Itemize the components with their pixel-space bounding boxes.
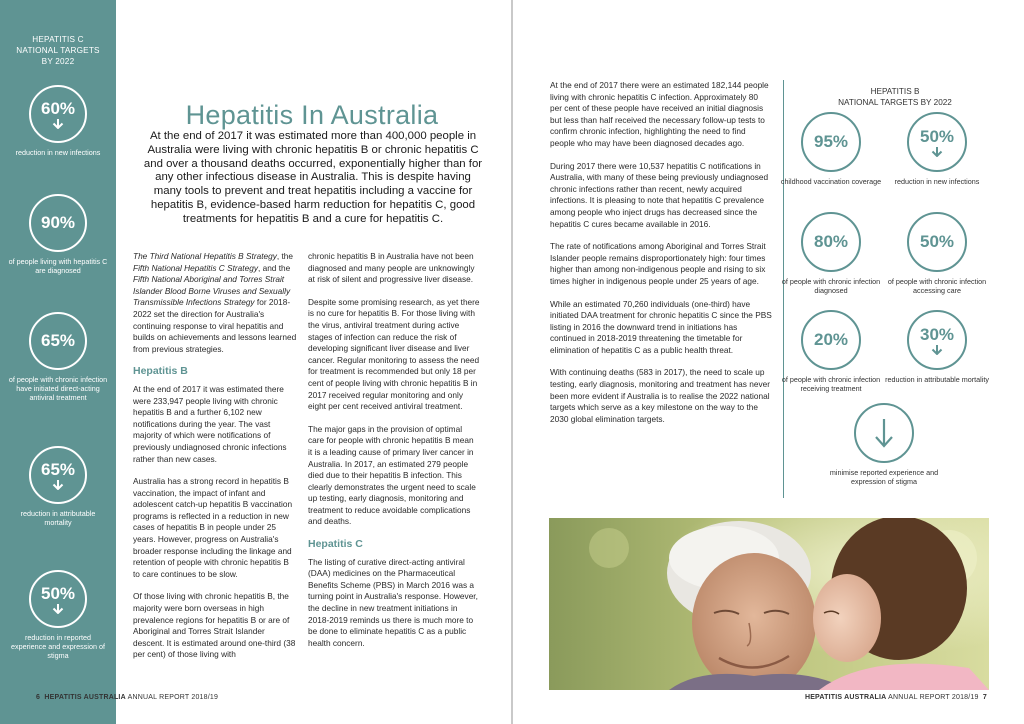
target-value: 20% bbox=[813, 330, 849, 349]
target-value: 50% bbox=[919, 232, 955, 251]
paragraph: chronic hepatitis B in Australia have not been diagnosed and many people are unknowingly at risk of silent and progressive liver disease. bbox=[308, 251, 475, 285]
footer-brand: HEPATITIS AUSTRALIA bbox=[804, 694, 887, 701]
target-label: reduction in reported experience and expression of stigma bbox=[11, 633, 105, 660]
section-heading-hepatitis-c: Hepatitis C bbox=[308, 538, 363, 551]
paragraph: Of those living with chronic hepatitis B, the majority were born overseas in high prevalence regions for hepatitis B or are of Aboriginal and Torres Strait Islander descent. It is estimated around one-third (38 per cent) of those living with bbox=[133, 591, 296, 660]
target-item bbox=[882, 212, 992, 295]
target-item bbox=[0, 312, 116, 402]
footer-report: ANNUAL REPORT 2018/19 bbox=[888, 694, 979, 701]
sidebar-title: HEPATITIS C NATIONAL TARGETS BY 2022 bbox=[16, 35, 100, 66]
arrow-down-icon bbox=[930, 147, 944, 157]
target-value: 65% bbox=[40, 331, 76, 350]
target-circle bbox=[801, 112, 861, 172]
paragraph: At the end of 2017 it was estimated there were 233,947 people living with chronic hepatitis B and a further 6,102 new notifications during the year. The vast majority of which were notifications of previously undiagnosed chronic infections rather than new cases. bbox=[133, 383, 287, 464]
target-item bbox=[0, 194, 116, 275]
target-value: 95% bbox=[813, 132, 849, 151]
target-circle bbox=[29, 446, 87, 504]
target-label: of people with chronic infection have initiated direct-acting antiviral treatment bbox=[8, 375, 108, 402]
target-item bbox=[882, 112, 992, 186]
photo-illustration bbox=[549, 518, 989, 690]
grandmother-child-photo bbox=[549, 518, 989, 690]
target-label: of people with chronic infection accessing care bbox=[887, 277, 987, 295]
target-label: of people with chronic infection receiving treatment bbox=[781, 375, 881, 393]
target-item bbox=[776, 212, 886, 295]
arrow-down-icon bbox=[51, 119, 65, 129]
target-circle bbox=[29, 570, 87, 628]
paragraph: Despite some promising research, as yet there is no cure for hepatitis B. For those living with the virus, antiviral treatment during active stages of infection can reduce the risk of developing significant liver disease and liver cancer. Regular monitoring to assess the need for treatment is recommended but only 18 per cent of people living with chronic hepatitis B in 2017 received regular monitoring and only eight per cent received antiviral treatment. bbox=[308, 296, 480, 412]
text-column-1 bbox=[133, 251, 298, 672]
arrow-down-icon bbox=[51, 604, 65, 614]
target-label: reduction in attributable mortality bbox=[20, 509, 96, 527]
target-label: of people living with hepatitis C are diagnosed bbox=[8, 257, 108, 275]
target-circle bbox=[29, 85, 87, 143]
page-footer bbox=[805, 694, 987, 701]
hepatitis-b-targets-title: HEPATITIS B NATIONAL TARGETS BY 2022 bbox=[838, 87, 952, 107]
strategy-paragraph: The Third National Hepatitis B Strategy, the Fifth National Hepatitis C Strategy, and the Fifth National Aboriginal and Torres Strait Islander Blood Borne Viruses and Sexually Transmissible Infections Strategy for 2018-2022 set the direction for Australia's continuing response to viral hepatitis and builds on achievements and lessons learned from previous strategies. bbox=[133, 251, 297, 354]
footer-report: ANNUAL REPORT 2018/19 bbox=[127, 694, 219, 701]
target-label: minimise reported experience and expression of stigma bbox=[829, 468, 939, 486]
target-circle bbox=[801, 310, 861, 370]
target-value: 60% bbox=[40, 98, 76, 118]
target-circle bbox=[29, 312, 87, 370]
text-column-3 bbox=[550, 80, 772, 436]
target-circle bbox=[907, 212, 967, 272]
target-value: 90% bbox=[40, 213, 76, 232]
target-value: 30% bbox=[919, 324, 955, 344]
left-page bbox=[0, 0, 511, 724]
target-item bbox=[776, 112, 886, 186]
target-value: 65% bbox=[40, 459, 76, 479]
target-circle bbox=[801, 212, 861, 272]
text-column-2 bbox=[308, 251, 480, 660]
paragraph: At the end of 2017 there were an estimated 182,144 people living with chronic hepatitis C infection. Approximately 80 per cent of these people have received an initial diagnosis but less than half received the necessary follow-up tests to confirm chronic infection, highlighting the need to find people who may have been diagnosed decades ago. bbox=[550, 80, 769, 148]
target-value: 80% bbox=[813, 232, 849, 251]
target-label: childhood vaccination coverage bbox=[780, 177, 882, 186]
page-title: Hepatitis In Australia bbox=[185, 100, 439, 131]
target-label: reduction in new infections bbox=[894, 177, 980, 186]
paragraph: The rate of notifications among Aboriginal and Torres Strait Islander people remains disproportionately high: four times higher than among non-indigenous people and rising to six times higher in indigenous people under 25 years of age. bbox=[550, 241, 766, 286]
paragraph: While an estimated 70,260 individuals (one-third) have initiated DAA treatment for chronic hepatitis C since the PBS listing in 2016 the downward trend in initiations has continued in 2018-2019 threatening the timetable for elimination of hepatitis C as a public health threat. bbox=[550, 298, 772, 355]
intro-paragraph: At the end of 2017 it was estimated more than 400,000 people in Australia were living with chronic hepatitis B or chronic hepatitis C and over a thousand deaths occurred, exponentially higher than for any other infectious disease in Australia. This is despite having many tools to prevent and treat hepatitis including a vaccine for hepatitis B, evidence-based harm reduction for hepatitis C, good treatments for hepatitis B and a cure for hepatitis C. bbox=[143, 130, 483, 225]
hepatitis-c-targets-sidebar bbox=[0, 0, 116, 724]
paragraph: The listing of curative direct-acting antiviral (DAA) medicines on the Pharmaceutical Benefits Scheme (PBS) in March 2016 was a turning point in Australia's response. However, the decline in new treatment initiations in 2018-2019 reminds us there is much more to be done to eliminate hepatitis C as a public health concern. bbox=[308, 556, 478, 648]
paragraph: Australia has a strong record in hepatitis B vaccination, the impact of infant and adolescent catch-up hepatitis B vaccination programs is reflected in a reduction in new cases of hepatitis B in people under 25 years. However, progress on Australia's broader response including the linkage and retention of people with chronic hepatitis B to care continues to be slow. bbox=[133, 476, 293, 579]
large-arrow-down-icon bbox=[873, 418, 895, 448]
section-heading-hepatitis-b: Hepatitis B bbox=[133, 365, 188, 378]
target-circle bbox=[907, 112, 967, 172]
target-item bbox=[882, 310, 992, 384]
target-value: 50% bbox=[919, 126, 955, 146]
paragraph: During 2017 there were 10,537 hepatitis C notifications in Australia, with many of these being previously undiagnosed chronic infections rather than recent, newly acquired infections. It is pleasing to note that hepatitis C prevalence among people who inject drugs has decreased since the hepatitis C cures became available in 2016. bbox=[550, 160, 769, 229]
target-value: 50% bbox=[40, 583, 76, 603]
target-circle bbox=[29, 194, 87, 252]
page-number: 7 bbox=[982, 694, 987, 701]
target-circle bbox=[854, 403, 914, 463]
page-number: 6 bbox=[36, 694, 41, 701]
target-item bbox=[0, 570, 116, 660]
target-label: reduction in attributable mortality bbox=[885, 375, 989, 384]
paragraph: The major gaps in the provision of optimal care for people with chronic hepatitis B mean it is a leading cause of primary liver cancer in Australia. In 2017, an estimated 279 people died due to their hepatitis B infection. This clearly demonstrates the urgent need to scale up testing, early diagnosis, monitoring and treatment to reduce avoidable complications and deaths. bbox=[308, 423, 476, 527]
target-item bbox=[829, 403, 939, 486]
target-label: of people with chronic infection diagnosed bbox=[781, 277, 881, 295]
target-circle bbox=[907, 310, 967, 370]
target-item bbox=[776, 310, 886, 393]
arrow-down-icon bbox=[930, 345, 944, 355]
target-item bbox=[0, 446, 116, 527]
page-footer bbox=[36, 694, 218, 701]
footer-brand: HEPATITIS AUSTRALIA bbox=[44, 694, 126, 701]
target-label: reduction in new infections bbox=[15, 148, 101, 157]
paragraph: With continuing deaths (583 in 2017), the need to scale up testing, early diagnosis, monitoring and treatment has never been more evident if Australia is to realise the 2022 national targets which serve as a key milestone on the way to the 2030 global elimination targets. bbox=[550, 367, 770, 424]
arrow-down-icon bbox=[51, 480, 65, 490]
target-item bbox=[0, 85, 116, 157]
